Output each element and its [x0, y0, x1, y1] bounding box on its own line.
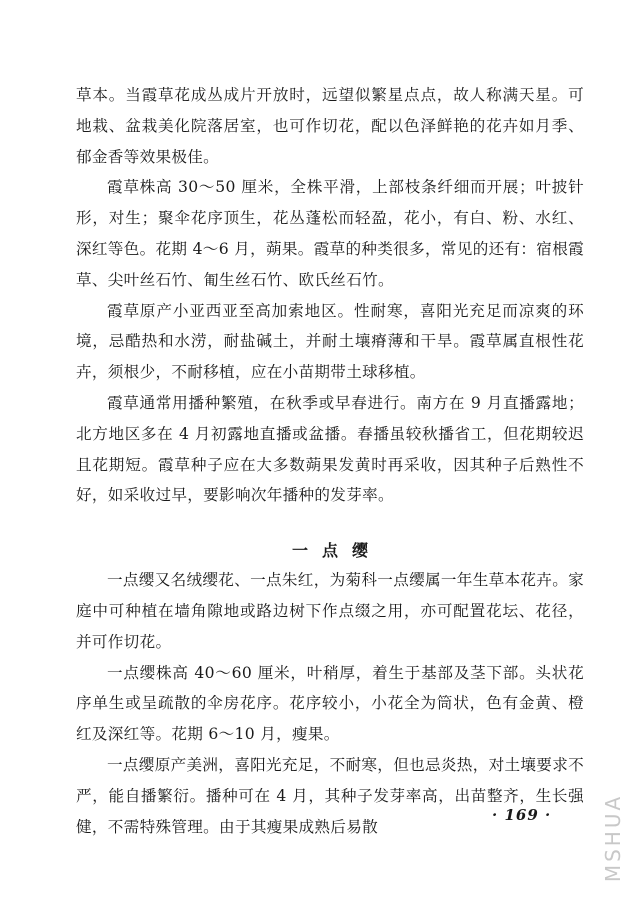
page-number: · 169 ·: [492, 806, 552, 824]
section-title: 一点缨: [291, 541, 382, 561]
paragraph-description: 一点缨株高 40～60 厘米，叶稍厚，着生于基部及茎下部。头状花序单生或呈疏散的伞房花序。花序较小，小花全为筒状，色有金黄、橙红及深红等。花期 6～10 月，瘦果。: [76, 663, 584, 744]
paragraph-morphology: 霞草株高 30～50 厘米，全株平滑，上部枝条纤细而开展；叶披针形，对生；聚伞花序顶生，花丛蓬松而轻盈，花小，有白、粉、水红、深红等色。花期 4～6 月，蒴果。霞草的种类很多，常见的还有：宿根霞草、尖叶丝石竹、匍生丝石竹、欧氏丝石竹。: [76, 178, 584, 289]
paragraph-intro: 一点缨又名绒缨花、一点朱红，为菊科一点缨属一年生草本花卉。家庭中可种植在墙角隙地或路边树下作点缀之用，亦可配置花坛、花径，并可作切花。: [76, 571, 584, 651]
paragraph-origin: 一点缨原产美洲，喜阳光充足，不耐寒，但也忌炎热，对土壤要求不严，能自播繁衍。播种可在 4 月，其种子发芽率高，出苗整齐，生长强健，不需特殊管理。由于其瘦果成熟后易散: [76, 755, 584, 836]
watermark-text: MSHUA: [601, 793, 625, 883]
page-content: [76, 80, 584, 842]
paragraph-continuation: 草本。当霞草花成丛成片开放时，远望似繁星点点，故人称满天星。可地栽、盆栽美化院落居室，也可作切花，配以色泽鲜艳的花卉如月季、郁金香等效果极佳。: [76, 86, 584, 166]
watermark: [598, 792, 628, 884]
paragraph-propagation: 霞草通常用播种繁殖，在秋季或早春进行。南方在 9 月直播露地；北方地区多在 4 月初露地直播或盆播。春播虽较秋播省工，但花期较迟且花期短。霞草种子应在大多数蒴果发黄时再采收，因其种子后熟性不好，如采收过早，要影响次年播种的发芽率。: [76, 393, 584, 505]
paragraph-habitat: 霞草原产小亚西亚至高加索地区。性耐寒，喜阳光充足而凉爽的环境，忌酷热和水涝，耐盐碱土，并耐土壤瘠薄和干旱。霞草属直根性花卉，须根少，不耐移植，应在小苗期带土球移植。: [76, 301, 584, 382]
